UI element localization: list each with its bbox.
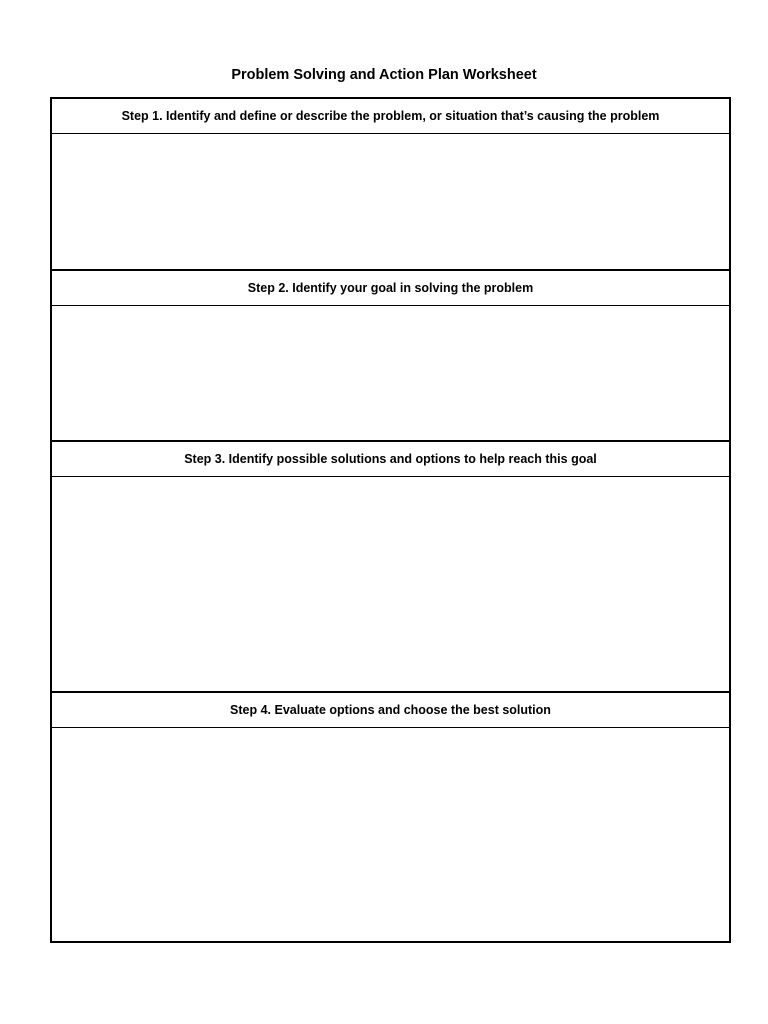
step-2-section <box>52 271 729 440</box>
step-3-section <box>52 442 729 691</box>
step-3-response-area[interactable] <box>52 477 729 691</box>
step-4-response-area[interactable] <box>52 728 729 941</box>
step-4-header: Step 4. Evaluate options and choose the best solution <box>52 693 729 728</box>
step-1-section <box>52 99 729 269</box>
page-title: Problem Solving and Action Plan Worksheet <box>231 67 537 83</box>
step-4-section <box>52 693 729 941</box>
step-3-header: Step 3. Identify possible solutions and options to help reach this goal <box>52 442 729 477</box>
worksheet-table <box>50 97 731 943</box>
step-1-response-area[interactable] <box>52 134 729 269</box>
step-1-header: Step 1. Identify and define or describe the problem, or situation that’s causing the problem <box>52 99 729 134</box>
step-2-response-area[interactable] <box>52 306 729 440</box>
step-2-header: Step 2. Identify your goal in solving the problem <box>52 271 729 306</box>
